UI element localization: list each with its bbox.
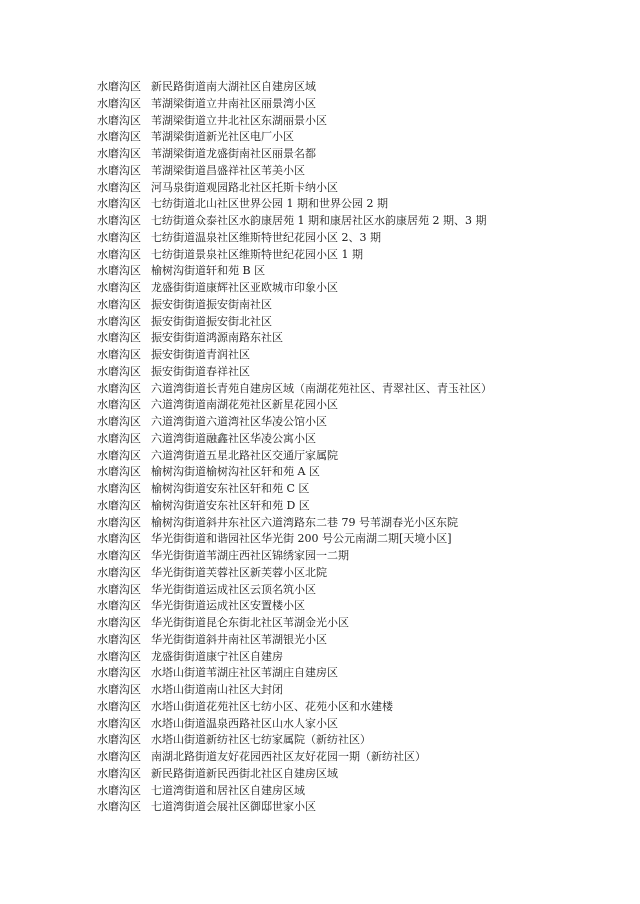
list-item — [97, 615, 617, 632]
location-name: 七道湾街道和居社区自建房区域 — [151, 783, 305, 797]
district-name: 水磨沟区 — [97, 766, 141, 780]
list-item — [97, 347, 617, 364]
district-name: 水磨沟区 — [97, 147, 141, 160]
list-item — [97, 448, 617, 465]
district-name: 水磨沟区 — [97, 599, 141, 613]
location-name: 六道湾街道五星北路社区交通厅家属院 — [151, 448, 338, 462]
district-name: 水磨沟区 — [97, 113, 141, 127]
district-name: 水磨沟区 — [97, 582, 141, 596]
district-name: 水磨沟区 — [97, 800, 141, 814]
district-name: 水磨沟区 — [97, 565, 141, 579]
location-name: 水塔山街道花苑社区七纺小区、花苑小区和水建楼 — [151, 699, 393, 713]
district-name: 水磨沟区 — [97, 281, 141, 294]
district-name: 水磨沟区 — [97, 683, 141, 696]
list-item — [97, 330, 617, 347]
list-item — [97, 531, 617, 548]
district-name: 水磨沟区 — [97, 716, 141, 730]
district-name: 水磨沟区 — [97, 163, 141, 177]
district-name: 水磨沟区 — [97, 750, 141, 763]
district-name: 水磨沟区 — [97, 230, 141, 244]
location-name: 苇湖梁街道立井南社区丽景湾小区 — [151, 96, 316, 110]
district-name: 水磨沟区 — [97, 465, 141, 479]
location-name: 新民路街道南大湖社区自建房区域 — [151, 80, 316, 93]
district-name: 水磨沟区 — [97, 733, 141, 747]
location-name: 六道湾街道南湖花苑社区新星花园小区 — [151, 398, 338, 412]
district-name: 水磨沟区 — [97, 180, 141, 194]
location-name: 华光街街道运成社区安置楼小区 — [151, 599, 305, 613]
closure-area-list — [97, 79, 617, 816]
location-name: 榆树沟街道斜井东社区六道湾路东二巷 79 号苇湖春光小区东院 — [151, 515, 458, 529]
district-name: 水磨沟区 — [97, 331, 141, 345]
district-name: 水磨沟区 — [97, 649, 141, 663]
location-name: 榆树沟街道安东社区轩和苑 C 区 — [151, 482, 310, 495]
district-name: 水磨沟区 — [97, 431, 141, 445]
location-name: 龙盛街街道康辉社区亚欧城市印象小区 — [151, 281, 338, 294]
list-item — [97, 113, 617, 130]
location-name: 六道湾街道长青苑自建房区域（南湖花苑社区、青翠社区、青玉社区） — [151, 381, 492, 395]
list-item — [97, 498, 617, 515]
list-item — [97, 431, 617, 448]
district-name: 水磨沟区 — [97, 482, 141, 495]
location-name: 南湖北路街道友好花园西社区友好花园一期（新纺社区） — [151, 750, 426, 763]
location-name: 水塔山街道温泉西路社区山水人家小区 — [151, 716, 338, 730]
list-item — [97, 665, 617, 682]
district-name: 水磨沟区 — [97, 549, 141, 562]
list-item — [97, 79, 617, 96]
district-name: 水磨沟区 — [97, 515, 141, 529]
list-item — [97, 263, 617, 280]
list-item — [97, 682, 617, 699]
location-name: 华光街街道和谐园社区华光街 200 号公元南湖二期[天境小区] — [151, 532, 452, 546]
location-name: 华光街街道芙蓉社区新芙蓉小区北院 — [151, 565, 327, 579]
location-name: 振安街街道鸿源南路东社区 — [151, 331, 283, 345]
list-item — [97, 515, 617, 532]
list-item — [97, 129, 617, 146]
list-item — [97, 732, 617, 749]
district-name: 水磨沟区 — [97, 247, 141, 261]
location-name: 七纺街道北山社区世界公园 1 期和世界公园 2 期 — [151, 197, 388, 211]
district-name: 水磨沟区 — [97, 415, 141, 428]
district-name: 水磨沟区 — [97, 314, 141, 328]
list-item — [97, 598, 617, 615]
location-name: 华光街街道昆仑东街北社区苇湖金光小区 — [151, 616, 349, 629]
district-name: 水磨沟区 — [97, 80, 141, 93]
list-item — [97, 783, 617, 800]
list-item — [97, 196, 617, 213]
district-name: 水磨沟区 — [97, 264, 141, 278]
district-name: 水磨沟区 — [97, 783, 141, 797]
district-name: 水磨沟区 — [97, 699, 141, 713]
district-name: 水磨沟区 — [97, 398, 141, 412]
location-name: 新民路街道新民西街北社区自建房区域 — [151, 766, 338, 780]
location-name: 华光街街道斜井南社区苇湖银光小区 — [151, 632, 327, 646]
location-name: 榆树沟街道安东社区轩和苑 D 区 — [151, 498, 310, 512]
location-name: 河马泉街道观园路北社区托斯卡纳小区 — [151, 180, 338, 194]
location-name: 六道湾街道六道湾社区华凌公馆小区 — [151, 415, 327, 428]
location-name: 振安街街道振安街北社区 — [151, 314, 272, 328]
location-name: 苇湖梁街道新光社区电厂小区 — [151, 130, 294, 144]
list-item — [97, 699, 617, 716]
location-name: 榆树沟街道榆树沟社区轩和苑 A 区 — [151, 465, 320, 479]
location-name: 苇湖梁街道立井北社区东湖丽景小区 — [151, 113, 327, 127]
list-item — [97, 481, 617, 498]
district-name: 水磨沟区 — [97, 96, 141, 110]
district-name: 水磨沟区 — [97, 381, 141, 395]
district-name: 水磨沟区 — [97, 364, 141, 378]
list-item — [97, 799, 617, 816]
location-name: 振安街街道振安街南社区 — [151, 297, 272, 311]
list-item — [97, 163, 617, 180]
location-name: 龙盛街街道康宁社区自建房 — [151, 649, 283, 663]
location-name: 华光街街道苇湖庄西社区锦绣家园一二期 — [151, 549, 349, 562]
list-item — [97, 548, 617, 565]
location-name: 苇湖梁街道龙盛街南社区丽景名都 — [151, 147, 316, 160]
list-item — [97, 766, 617, 783]
list-item — [97, 649, 617, 666]
district-name: 水磨沟区 — [97, 532, 141, 546]
location-name: 振安街街道青润社区 — [151, 348, 250, 361]
list-item — [97, 632, 617, 649]
district-name: 水磨沟区 — [97, 297, 141, 311]
location-name: 榆树沟街道轩和苑 B 区 — [151, 264, 266, 278]
location-name: 振安街街道春祥社区 — [151, 364, 250, 378]
location-name: 七纺街道景泉社区维斯特世纪花园小区 1 期 — [151, 247, 363, 261]
district-name: 水磨沟区 — [97, 448, 141, 462]
district-name: 水磨沟区 — [97, 498, 141, 512]
location-name: 水塔山街道南山社区大封闭 — [151, 683, 283, 696]
location-name: 六道湾街道融鑫社区华凌公寓小区 — [151, 431, 316, 445]
location-name: 华光街街道运成社区云顶名筑小区 — [151, 582, 316, 596]
location-name: 七纺街道众泰社区水韵康居苑 1 期和康居社区水韵康居苑 2 期、3 期 — [151, 214, 487, 227]
list-item — [97, 381, 617, 398]
district-name: 水磨沟区 — [97, 214, 141, 227]
district-name: 水磨沟区 — [97, 632, 141, 646]
list-item — [97, 565, 617, 582]
district-name: 水磨沟区 — [97, 197, 141, 211]
list-item — [97, 280, 617, 297]
list-item — [97, 297, 617, 314]
list-item — [97, 582, 617, 599]
district-name: 水磨沟区 — [97, 348, 141, 361]
list-item — [97, 247, 617, 264]
district-name: 水磨沟区 — [97, 616, 141, 629]
location-name: 七纺街道温泉社区维斯特世纪花园小区 2、3 期 — [151, 230, 381, 244]
location-name: 水塔山街道苇湖庄社区苇湖庄自建房区 — [151, 666, 338, 680]
district-name: 水磨沟区 — [97, 130, 141, 144]
list-item — [97, 464, 617, 481]
list-item — [97, 314, 617, 331]
list-item — [97, 397, 617, 414]
list-item — [97, 230, 617, 247]
list-item — [97, 749, 617, 766]
list-item — [97, 213, 617, 230]
list-item — [97, 414, 617, 431]
list-item — [97, 716, 617, 733]
list-item — [97, 96, 617, 113]
location-name: 水塔山街道新纺社区七纺家属院（新纺社区） — [151, 733, 371, 747]
list-item — [97, 180, 617, 197]
list-item — [97, 364, 617, 381]
location-name: 苇湖梁街道昌盛祥社区苇美小区 — [151, 163, 305, 177]
location-name: 七道湾街道会展社区御邸世家小区 — [151, 800, 316, 814]
list-item — [97, 146, 617, 163]
district-name: 水磨沟区 — [97, 666, 141, 680]
